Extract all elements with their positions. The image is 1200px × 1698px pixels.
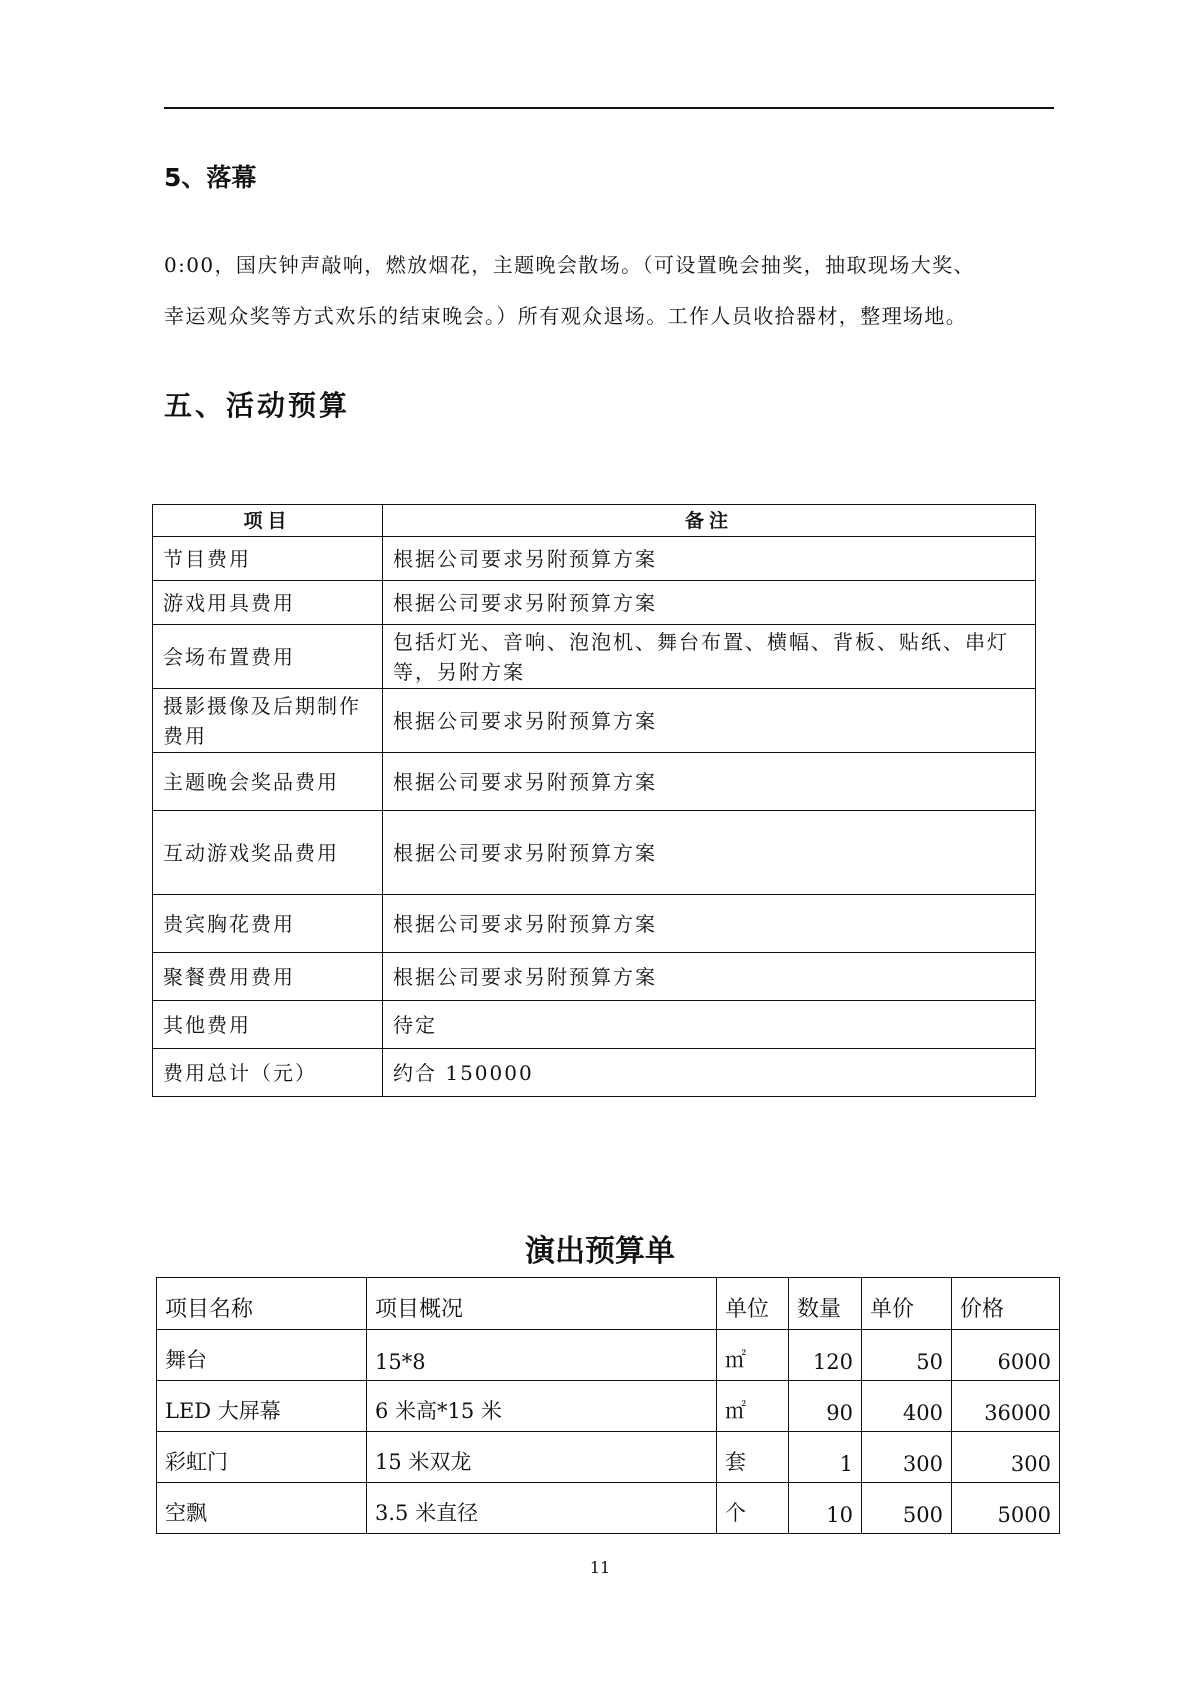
item-cell: 游戏用具费用 bbox=[153, 581, 383, 625]
note-cell: 包括灯光、音响、泡泡机、舞台布置、横幅、背板、贴纸、串灯等，另附方案 bbox=[383, 625, 1036, 689]
table-row bbox=[157, 1432, 1060, 1483]
table-header-row bbox=[157, 1278, 1060, 1330]
budget-table bbox=[152, 504, 1036, 1097]
table-row bbox=[157, 1381, 1060, 1432]
section-heading: 五、活动预算 bbox=[164, 389, 351, 422]
name-cell: LED 大屏幕 bbox=[157, 1381, 367, 1432]
paragraph-line: 幸运观众奖等方式欢乐的结束晚会。）所有观众退场。工作人员收拾器材，整理场地。 bbox=[164, 304, 968, 328]
note-cell: 根据公司要求另附预算方案 bbox=[383, 753, 1036, 811]
item-cell: 主题晚会奖品费用 bbox=[153, 753, 383, 811]
item-cell: 贵宾胸花费用 bbox=[153, 895, 383, 953]
table-row bbox=[153, 581, 1036, 625]
column-header: 单位 bbox=[717, 1278, 789, 1330]
performance-budget-table bbox=[156, 1277, 1060, 1534]
table-row bbox=[157, 1330, 1060, 1381]
overview-cell: 6 米高*15 米 bbox=[367, 1381, 717, 1432]
table-row bbox=[153, 1001, 1036, 1049]
overview-cell: 15*8 bbox=[367, 1330, 717, 1381]
price-cell: 5000 bbox=[952, 1483, 1060, 1534]
item-cell: 其他费用 bbox=[153, 1001, 383, 1049]
item-cell: 摄影摄像及后期制作费用 bbox=[153, 689, 383, 753]
unit-price-cell: 50 bbox=[862, 1330, 952, 1381]
column-header: 备注 bbox=[383, 505, 1036, 537]
table-row bbox=[157, 1483, 1060, 1534]
unit-price-cell: 300 bbox=[862, 1432, 952, 1483]
note-cell: 根据公司要求另附预算方案 bbox=[383, 689, 1036, 753]
note-cell: 待定 bbox=[383, 1001, 1036, 1049]
note-cell: 根据公司要求另附预算方案 bbox=[383, 811, 1036, 895]
column-header: 项目 bbox=[153, 505, 383, 537]
table-row bbox=[153, 1049, 1036, 1097]
item-cell: 费用总计（元） bbox=[153, 1049, 383, 1097]
unit-cell: ㎡ bbox=[717, 1330, 789, 1381]
unit-cell: 套 bbox=[717, 1432, 789, 1483]
table-row bbox=[153, 753, 1036, 811]
table-row bbox=[153, 625, 1036, 689]
performance-budget-title: 演出预算单 bbox=[525, 1234, 675, 1269]
quantity-cell: 10 bbox=[789, 1483, 862, 1534]
column-header: 项目名称 bbox=[157, 1278, 367, 1330]
column-header: 项目概况 bbox=[367, 1278, 717, 1330]
note-cell: 约合 150000 bbox=[383, 1049, 1036, 1097]
name-cell: 空飘 bbox=[157, 1483, 367, 1534]
name-cell: 舞台 bbox=[157, 1330, 367, 1381]
unit-price-cell: 500 bbox=[862, 1483, 952, 1534]
name-cell: 彩虹门 bbox=[157, 1432, 367, 1483]
price-cell: 300 bbox=[952, 1432, 1060, 1483]
paragraph-line: 0:00，国庆钟声敲响，燃放烟花，主题晚会散场。（可设置晚会抽奖，抽取现场大奖、 bbox=[164, 253, 975, 277]
quantity-cell: 120 bbox=[789, 1330, 862, 1381]
unit-price-cell: 400 bbox=[862, 1381, 952, 1432]
unit-cell: 个 bbox=[717, 1483, 789, 1534]
note-cell: 根据公司要求另附预算方案 bbox=[383, 895, 1036, 953]
price-cell: 36000 bbox=[952, 1381, 1060, 1432]
item-cell: 节目费用 bbox=[153, 537, 383, 581]
table-header-row bbox=[153, 505, 1036, 537]
item-cell: 聚餐费用费用 bbox=[153, 953, 383, 1001]
item-cell: 互动游戏奖品费用 bbox=[153, 811, 383, 895]
table-row bbox=[153, 895, 1036, 953]
header-rule bbox=[164, 107, 1054, 109]
subsection-heading: 5、落幕 bbox=[164, 163, 257, 192]
overview-cell: 3.5 米直径 bbox=[367, 1483, 717, 1534]
overview-cell: 15 米双龙 bbox=[367, 1432, 717, 1483]
page-number: 11 bbox=[589, 1558, 611, 1577]
column-header: 数量 bbox=[789, 1278, 862, 1330]
table-row bbox=[153, 689, 1036, 753]
item-cell: 会场布置费用 bbox=[153, 625, 383, 689]
column-header: 单价 bbox=[862, 1278, 952, 1330]
table-row bbox=[153, 537, 1036, 581]
price-cell: 6000 bbox=[952, 1330, 1060, 1381]
table-row bbox=[153, 953, 1036, 1001]
table-row bbox=[153, 811, 1036, 895]
closing-paragraph bbox=[164, 240, 1064, 342]
quantity-cell: 1 bbox=[789, 1432, 862, 1483]
note-cell: 根据公司要求另附预算方案 bbox=[383, 537, 1036, 581]
note-cell: 根据公司要求另附预算方案 bbox=[383, 953, 1036, 1001]
unit-cell: ㎡ bbox=[717, 1381, 789, 1432]
note-cell: 根据公司要求另附预算方案 bbox=[383, 581, 1036, 625]
column-header: 价格 bbox=[952, 1278, 1060, 1330]
quantity-cell: 90 bbox=[789, 1381, 862, 1432]
